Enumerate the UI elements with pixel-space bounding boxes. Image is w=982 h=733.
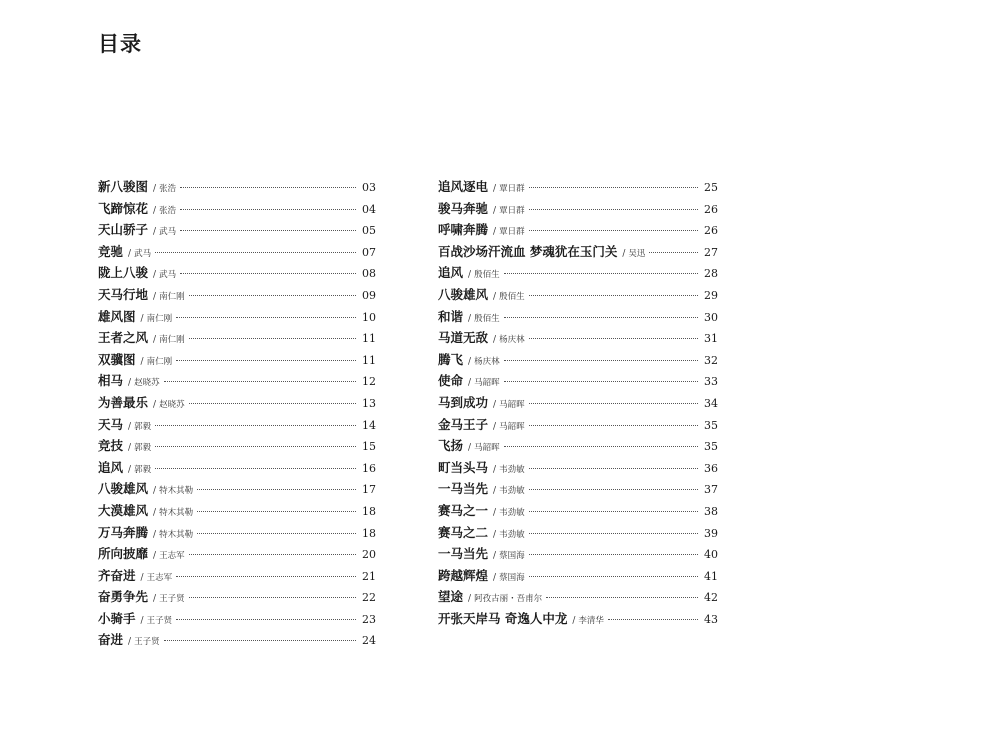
- dot-leader: [529, 187, 698, 188]
- entry-title: 天马行地: [98, 286, 149, 302]
- entry-author: 蔡国海: [499, 551, 525, 562]
- dot-leader: [180, 187, 356, 188]
- dot-leader: [155, 446, 356, 447]
- entry-title: 八骏雄风: [438, 286, 489, 302]
- entry-title: 八骏雄风: [98, 481, 149, 497]
- entry-separator: /: [153, 270, 157, 281]
- dot-leader: [197, 489, 356, 490]
- dot-leader: [155, 425, 356, 426]
- entry-separator: /: [468, 270, 472, 281]
- toc-entry: [98, 370, 376, 392]
- entry-page-number: 35: [704, 440, 718, 454]
- entry-title: 陇上八骏: [98, 265, 149, 281]
- entry-title: 开张天岸马 奇逸人中龙: [438, 610, 568, 626]
- entry-separator: /: [493, 184, 497, 194]
- entry-page-number: 05: [362, 224, 376, 238]
- entry-separator: /: [153, 507, 157, 518]
- entry-author: 郭毅: [134, 464, 152, 475]
- entry-separator: /: [140, 615, 144, 626]
- dot-leader: [529, 576, 698, 577]
- entry-author: 蔡国海: [499, 572, 525, 583]
- entry-title: 跨越辉煌: [438, 567, 489, 583]
- dot-leader: [504, 381, 698, 382]
- entry-title: 和谐: [438, 308, 464, 324]
- toc-entry: [438, 392, 718, 414]
- entry-separator: /: [493, 399, 497, 410]
- toc-entry: [438, 500, 718, 522]
- entry-author: 李清华: [578, 615, 604, 626]
- entry-separator: /: [468, 378, 472, 389]
- entry-page-number: 31: [704, 332, 718, 346]
- toc-entry: [438, 349, 718, 371]
- toc-entry: [438, 543, 718, 565]
- entry-page-number: 17: [362, 483, 376, 497]
- entry-page-number: 24: [362, 634, 376, 648]
- dot-leader: [529, 338, 698, 339]
- entry-author: 赵晓苏: [159, 399, 185, 410]
- entry-page-number: 26: [704, 224, 718, 238]
- entry-title: 马道无敌: [438, 330, 489, 346]
- entry-separator: /: [493, 291, 497, 302]
- toc-entry: [98, 284, 376, 306]
- dot-leader: [529, 230, 698, 231]
- entry-title: 飞扬: [438, 438, 464, 454]
- entry-author: 马韶晖: [474, 443, 500, 454]
- toc-entry: [98, 586, 376, 608]
- entry-separator: /: [153, 335, 157, 346]
- entry-separator: /: [140, 572, 144, 583]
- toc-entry: [98, 478, 376, 500]
- entry-author: 张浩: [159, 205, 177, 216]
- dot-leader: [529, 403, 698, 404]
- entry-title: 奋勇争先: [98, 589, 149, 605]
- dot-leader: [649, 252, 698, 253]
- entry-page-number: 04: [362, 202, 376, 216]
- dot-leader: [197, 511, 356, 512]
- toc-entry: [438, 608, 718, 630]
- entry-title: 使命: [438, 373, 464, 389]
- toc-entry: [98, 500, 376, 522]
- entry-page-number: 25: [704, 181, 718, 194]
- entry-page-number: 39: [704, 526, 718, 540]
- entry-page-number: 12: [362, 375, 376, 389]
- toc-entry: [98, 241, 376, 263]
- entry-separator: /: [468, 356, 472, 367]
- entry-author: 殷佰生: [474, 313, 500, 324]
- dot-leader: [504, 273, 698, 274]
- entry-page-number: 23: [362, 612, 376, 626]
- entry-author: 覃日群: [499, 227, 525, 238]
- toc-entry: [98, 608, 376, 630]
- dot-leader: [529, 511, 698, 512]
- entry-separator: /: [140, 356, 144, 367]
- dot-leader: [608, 619, 698, 620]
- dot-leader: [189, 554, 356, 555]
- toc-entry: [98, 327, 376, 349]
- toc-entry: [98, 262, 376, 284]
- entry-separator: /: [572, 615, 576, 626]
- entry-author: 特木其勒: [159, 486, 194, 497]
- entry-page-number: 15: [362, 440, 376, 454]
- entry-author: 王志军: [146, 572, 173, 583]
- entry-author: 马韶晖: [499, 421, 525, 432]
- entry-title: 赛马之二: [438, 524, 489, 540]
- entry-title: 町当头马: [438, 459, 489, 475]
- dot-leader: [180, 230, 356, 231]
- dot-leader: [180, 209, 356, 210]
- entry-title: 双骥图: [98, 351, 136, 367]
- entry-separator: /: [493, 464, 497, 475]
- toc-entry: [438, 370, 718, 392]
- dot-leader: [529, 554, 698, 555]
- entry-page-number: 37: [704, 483, 718, 497]
- dot-leader: [176, 317, 356, 318]
- entry-separator: /: [493, 551, 497, 562]
- entry-author: 郭毅: [134, 421, 152, 432]
- toc-entry: [438, 306, 718, 328]
- toc-entry: [98, 349, 376, 371]
- entry-author: 覃日群: [499, 184, 525, 194]
- entry-page-number: 21: [362, 569, 376, 583]
- entry-separator: /: [493, 335, 497, 346]
- toc-entry: [98, 198, 376, 220]
- entry-title: 追风逐电: [438, 179, 489, 194]
- entry-separator: /: [128, 637, 132, 648]
- dot-leader: [504, 446, 698, 447]
- entry-title: 小骑手: [98, 610, 136, 626]
- entry-page-number: 22: [362, 591, 376, 605]
- entry-title: 所向披靡: [98, 546, 149, 562]
- dot-leader: [529, 425, 698, 426]
- toc-entry: [438, 198, 718, 220]
- toc-entry: [438, 327, 718, 349]
- dot-leader: [546, 597, 698, 598]
- entry-title: 追风: [98, 459, 124, 475]
- entry-separator: /: [128, 421, 132, 432]
- entry-separator: /: [493, 421, 497, 432]
- entry-title: 追风: [438, 265, 464, 281]
- entry-page-number: 11: [362, 332, 376, 346]
- entry-title: 奋进: [98, 632, 124, 648]
- entry-author: 王子贤: [134, 637, 160, 648]
- entry-separator: /: [128, 443, 132, 454]
- entry-separator: /: [128, 378, 132, 389]
- entry-author: 南仁刚: [146, 313, 173, 324]
- toc-entry: [98, 543, 376, 565]
- entry-page-number: 18: [362, 504, 376, 518]
- entry-title: 天马: [98, 416, 124, 432]
- entry-title: 望途: [438, 589, 464, 605]
- entry-author: 特木其勒: [159, 529, 194, 540]
- entry-separator: /: [153, 227, 157, 238]
- toc-entry: [98, 219, 376, 241]
- entry-title: 飞蹄惊花: [98, 200, 149, 216]
- toc-entry: [98, 629, 376, 651]
- dot-leader: [180, 273, 356, 274]
- entry-author: 赵晓苏: [134, 378, 160, 389]
- entry-title: 竞技: [98, 438, 124, 454]
- toc-entry: [98, 457, 376, 479]
- dot-leader: [529, 489, 698, 490]
- entry-title: 金马王子: [438, 416, 489, 432]
- entry-page-number: 20: [362, 548, 376, 562]
- entry-page-number: 13: [362, 396, 376, 410]
- entry-separator: /: [153, 205, 157, 216]
- dot-leader: [504, 360, 698, 361]
- entry-title: 一马当先: [438, 481, 489, 497]
- entry-author: 吴迅: [628, 248, 646, 259]
- entry-author: 南仁刚: [159, 335, 185, 346]
- entry-author: 武马: [159, 227, 177, 238]
- entry-author: 马韶晖: [499, 399, 525, 410]
- entry-author: 特木其勒: [159, 507, 194, 518]
- entry-separator: /: [468, 594, 472, 605]
- entry-page-number: 14: [362, 418, 376, 432]
- entry-author: 武马: [159, 270, 177, 281]
- entry-title: 为善最乐: [98, 394, 149, 410]
- entry-author: 杨庆林: [499, 335, 525, 346]
- entry-author: 王子贤: [159, 594, 185, 605]
- dot-leader: [189, 597, 356, 598]
- toc-entry: [438, 478, 718, 500]
- entry-title: 呼啸奔腾: [438, 222, 489, 238]
- entry-page-number: 41: [704, 569, 718, 583]
- dot-leader: [529, 533, 698, 534]
- dot-leader: [176, 576, 356, 577]
- entry-title: 雄风图: [98, 308, 136, 324]
- entry-separator: /: [493, 227, 497, 238]
- entry-page-number: 36: [704, 461, 718, 475]
- entry-author: 南仁刚: [159, 291, 185, 302]
- entry-separator: /: [493, 486, 497, 497]
- entry-page-number: 32: [704, 353, 718, 367]
- entry-author: 覃日群: [499, 205, 525, 216]
- entry-separator: /: [468, 443, 472, 454]
- entry-title: 万马奔腾: [98, 524, 149, 540]
- toc-entry: [438, 262, 718, 284]
- entry-title: 赛马之一: [438, 502, 489, 518]
- toc-entry: [98, 435, 376, 457]
- entry-author: 南仁刚: [146, 356, 173, 367]
- toc-entry: [98, 176, 376, 198]
- entry-page-number: 38: [704, 504, 718, 518]
- entry-page-number: 07: [362, 245, 376, 259]
- dot-leader: [164, 640, 356, 641]
- entry-page-number: 10: [362, 310, 376, 324]
- entry-page-number: 27: [704, 245, 718, 259]
- toc-entry: [438, 457, 718, 479]
- dot-leader: [176, 619, 356, 620]
- entry-separator: /: [153, 399, 157, 410]
- entry-separator: /: [153, 486, 157, 497]
- entry-page-number: 40: [704, 548, 718, 562]
- entry-separator: /: [493, 529, 497, 540]
- toc-entry: [438, 241, 718, 263]
- toc-entry: [438, 176, 718, 198]
- entry-author: 韦劲敏: [499, 464, 525, 475]
- toc-entry: [98, 392, 376, 414]
- dot-leader: [155, 252, 356, 253]
- toc-entry: [438, 586, 718, 608]
- entry-title: 齐奋进: [98, 567, 136, 583]
- entry-page-number: 33: [704, 375, 718, 389]
- entry-page-number: 09: [362, 288, 376, 302]
- entry-separator: /: [140, 313, 144, 324]
- entry-separator: /: [153, 184, 157, 194]
- entry-title: 马到成功: [438, 394, 489, 410]
- toc-entry: [98, 414, 376, 436]
- entry-title: 竞驰: [98, 243, 124, 259]
- entry-author: 张浩: [159, 184, 177, 194]
- entry-author: 王子贤: [146, 615, 173, 626]
- entry-separator: /: [622, 248, 626, 259]
- entry-separator: /: [153, 551, 157, 562]
- entry-separator: /: [468, 313, 472, 324]
- entry-separator: /: [153, 291, 157, 302]
- toc-column-right: [438, 176, 718, 629]
- entry-author: 阿孜古丽・吾甫尔: [474, 594, 543, 605]
- toc-entry: [438, 565, 718, 587]
- entry-title: 相马: [98, 373, 124, 389]
- entry-page-number: 18: [362, 526, 376, 540]
- dot-leader: [189, 295, 356, 296]
- entry-page-number: 26: [704, 202, 718, 216]
- entry-author: 郭毅: [134, 443, 152, 454]
- entry-separator: /: [128, 464, 132, 475]
- entry-page-number: 16: [362, 461, 376, 475]
- dot-leader: [189, 338, 356, 339]
- entry-author: 韦劲敏: [499, 486, 525, 497]
- entry-author: 殷佰生: [499, 291, 525, 302]
- toc-column-left: [98, 176, 376, 651]
- toc-entry: [438, 414, 718, 436]
- entry-author: 王志军: [159, 551, 185, 562]
- entry-author: 殷佰生: [474, 270, 500, 281]
- entry-title: 大漠雄风: [98, 502, 149, 518]
- toc-entry: [98, 565, 376, 587]
- dot-leader: [504, 317, 698, 318]
- dot-leader: [529, 468, 698, 469]
- entry-separator: /: [153, 529, 157, 540]
- entry-author: 韦劲敏: [499, 507, 525, 518]
- entry-separator: /: [493, 572, 497, 583]
- entry-author: 马韶晖: [474, 378, 500, 389]
- entry-page-number: 28: [704, 267, 718, 281]
- entry-author: 武马: [134, 248, 152, 259]
- dot-leader: [164, 381, 356, 382]
- dot-leader: [176, 360, 356, 361]
- toc-entry: [438, 522, 718, 544]
- entry-page-number: 29: [704, 288, 718, 302]
- entry-title: 腾飞: [438, 351, 464, 367]
- entry-page-number: 43: [704, 612, 718, 626]
- entry-title: 骏马奔驰: [438, 200, 489, 216]
- dot-leader: [529, 295, 698, 296]
- toc-entry: [98, 522, 376, 544]
- entry-page-number: 30: [704, 310, 718, 324]
- entry-page-number: 03: [362, 181, 376, 194]
- entry-title: 百战沙场汗流血 梦魂犹在玉门关: [438, 243, 618, 259]
- entry-author: 杨庆林: [474, 356, 500, 367]
- entry-title: 新八骏图: [98, 179, 149, 194]
- entry-page-number: 08: [362, 267, 376, 281]
- entry-separator: /: [493, 507, 497, 518]
- entry-separator: /: [153, 594, 157, 605]
- entry-title: 王者之风: [98, 330, 149, 346]
- entry-separator: /: [128, 248, 132, 259]
- entry-page-number: 34: [704, 396, 718, 410]
- toc-entry: [438, 219, 718, 241]
- toc-entry: [98, 306, 376, 328]
- entry-title: 一马当先: [438, 546, 489, 562]
- entry-separator: /: [493, 205, 497, 216]
- toc-entry: [438, 435, 718, 457]
- entry-page-number: 11: [362, 353, 376, 367]
- entry-author: 韦劲敏: [499, 529, 525, 540]
- dot-leader: [197, 533, 356, 534]
- dot-leader: [529, 209, 698, 210]
- entry-page-number: 35: [704, 418, 718, 432]
- toc-entry: [438, 284, 718, 306]
- entry-page-number: 42: [704, 591, 718, 605]
- dot-leader: [155, 468, 356, 469]
- dot-leader: [189, 403, 356, 404]
- page-title: 目录: [98, 31, 142, 56]
- entry-title: 天山骄子: [98, 222, 149, 238]
